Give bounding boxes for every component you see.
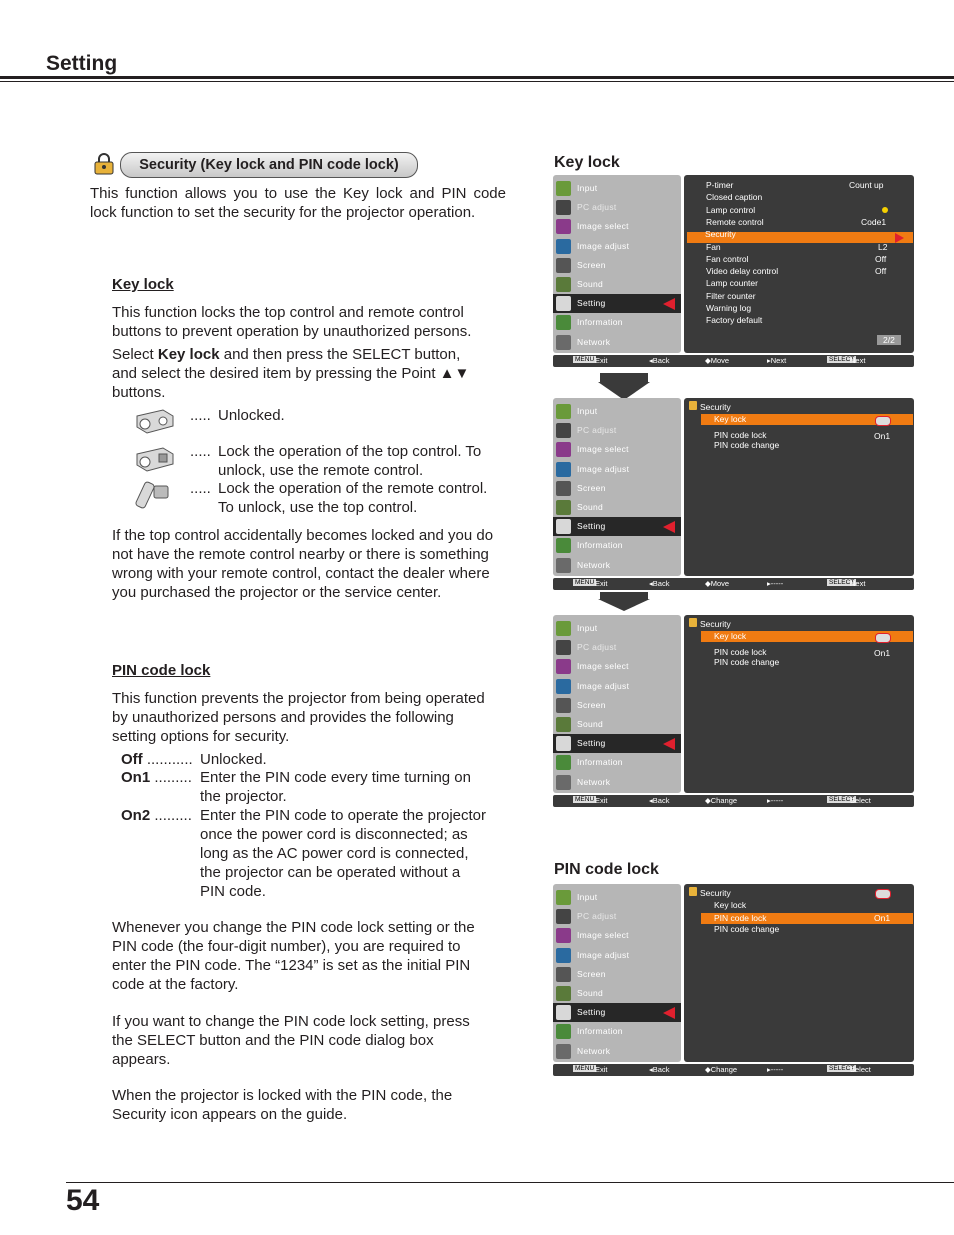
menu-item-image-select [553,217,681,236]
status-item-1: ◂Back [649,796,670,805]
status-item-2: ◆Change [705,1065,738,1074]
keylock-screens-heading: Key lock [554,154,620,171]
menu-key-tag: MENU [575,796,595,803]
status-item-1: ◂Back [649,579,670,588]
sound-icon [556,500,571,515]
keylock-p2: Select Key lock and then press the SELECT button, and select the desired item by pressing the Point ▲▼ buttons. [112,346,470,401]
menu-item-label: Information [577,757,623,768]
sound-icon [556,986,571,1001]
menu-item-network [553,556,681,575]
menu-item-screen [553,479,681,498]
image-select-icon [556,219,571,234]
information-icon [556,755,571,770]
keylock-row: Key lock [714,631,747,641]
image-select-icon [556,659,571,674]
key-lock-state-icon [875,416,891,426]
projector-unlocked-icon [133,406,177,436]
status-item-3: ▸----- [767,796,784,805]
status-item-4: Select [850,1065,871,1074]
menu-item-sound [553,498,681,517]
screen-icon [556,698,571,713]
keylock-opt3-dots: ..... [190,480,211,497]
menu-item-label: Setting [577,298,606,309]
pinlock-on2-text: Enter the PIN code to operate the projector once the power cord is disconnected; as long as the AC power cord is connected, the projector can be operated without a PIN code. [200,807,487,900]
keylock-row: Key lock [714,900,747,910]
menu-item-input [553,888,681,907]
menu-item-label: Screen [577,699,606,710]
menu-item-label: Image select [577,930,629,941]
status-item-0: Exit [595,1065,608,1074]
menu-screen-security-1 [553,398,914,590]
sound-icon [556,717,571,732]
menu-item-pc-adjust [553,638,681,657]
pc-adjust-icon [556,423,571,438]
setting-icon [556,296,571,311]
security-title: Security [700,619,731,629]
selected-arrow-icon [663,738,675,750]
status-item-0: Exit [595,356,608,365]
section-title: Security (Key lock and PIN code lock) [120,152,418,178]
menu-item-sound [553,715,681,734]
pin-change-row: PIN code change [714,657,780,667]
menu-item-setting [553,734,681,753]
menu-item-label: Image adjust [577,949,630,960]
setting-row-label: Warning log [706,303,752,313]
menu-item-information [553,753,681,772]
keylock-opt1: Unlocked. [218,407,285,424]
pin-change-row: PIN code change [714,924,780,934]
menu-item-image-adjust [553,677,681,696]
header-rule-thick [0,76,954,79]
lamp-icon [882,207,888,213]
setting-row-label: P-timer [706,180,734,190]
status-item-1: ◂Back [649,1065,670,1074]
network-icon [556,775,571,790]
pinlock-value: On1 [874,431,891,441]
keylock-p1: This function locks the top control and remote control buttons to prevent operation by unauthorized persons. [112,304,472,340]
menu-item-label: Image select [577,221,629,232]
setting-row-value: Off [875,266,887,277]
sound-icon [556,277,571,292]
status-item-4: Next [850,579,866,588]
intro-paragraph: This function allows you to use the Key lock and PIN code lock function to set the security for the projector operation. [90,185,506,221]
remote-locked-icon [134,480,174,510]
menu-item-label: Image adjust [577,463,630,474]
key-lock-state-icon [875,889,891,899]
pc-adjust-icon [556,640,571,655]
menu-item-input [553,179,681,198]
setting-row-label: Fan control [706,253,749,264]
menu-item-image-select [553,657,681,676]
setting-icon [556,1005,571,1020]
setting-row-label: Video delay control [706,266,779,277]
pinlock-off-label: Off ........... [121,751,193,768]
keylock-opt1-dots: ..... [190,407,211,424]
select-key-tag: SELECT [829,356,855,363]
image-adjust-icon [556,239,571,254]
pinlock-on1-text: Enter the PIN code every time turning on the projector. [200,769,471,805]
menu-screen-pin [553,884,914,1076]
menu-item-label: Input [577,406,598,416]
input-icon [556,621,571,636]
menu-key-tag: MENU [575,579,595,586]
menu-item-label: Sound [577,988,604,998]
menu-item-screen [553,965,681,984]
pin-change-row: PIN code change [714,440,780,450]
pinlock-p1: This function prevents the projector from being operated by unauthorized persons and provides the following setting options for security. [112,690,485,745]
pc-adjust-icon [556,200,571,215]
menu-item-label: Information [577,540,623,551]
status-item-3: ▸----- [767,1065,784,1074]
pinlock-value: On1 [874,913,891,923]
menu-item-label: Network [577,336,611,347]
pinlock-off-text: Unlocked. [200,751,267,768]
pinlock-p3: If you want to change the PIN code lock setting, press the SELECT button and the PIN code dialog box appears. [112,1013,470,1068]
setting-row-value: Code1 [861,216,887,227]
pinlock-p2: Whenever you change the PIN code lock setting or the PIN code (the four-digit number), you are required to enter the PIN code. The “1234” is set as the initial PIN code at the factory. [112,919,475,993]
pinlock-p4: When the projector is locked with the PIN code, the Security icon appears on the guide. [112,1087,453,1123]
page-section-title: Setting [46,52,118,75]
menu-item-label: Input [577,623,598,633]
menu-item-sound [553,984,681,1003]
setting-row-label: Fan [706,241,721,252]
menu-item-sound [553,275,681,294]
menu-item-label: Image select [577,661,629,672]
security-lock-icon [689,887,697,896]
keylock-opt2-dots: ..... [190,443,211,460]
page-indicator: 2/2 [877,335,901,345]
security-lock-icon [689,401,697,410]
keylock-opt3: Lock the operation of the remote control. To unlock, use the top control. [218,480,488,516]
menu-item-image-adjust [553,460,681,479]
status-item-3: ▸Next [767,356,787,365]
network-icon [556,1044,571,1059]
menu-item-information [553,1022,681,1041]
security-title: Security [700,402,731,412]
lock-icon [94,153,114,175]
setting-row-value: Off [875,253,887,264]
pin-screens-heading: PIN code lock [554,861,659,878]
keylock-heading: Key lock [112,276,174,293]
menu-item-setting [553,1003,681,1022]
setting-row-label: Lamp control [706,204,756,215]
menu-item-label: Image adjust [577,240,630,251]
menu-item-label: Screen [577,259,606,270]
menu-item-image-adjust [553,237,681,256]
image-select-icon [556,928,571,943]
menu-item-label: Information [577,317,623,328]
status-item-2: ◆Change [705,796,738,805]
keylock-row: Key lock [714,414,747,424]
menu-item-image-select [553,926,681,945]
security-lock-icon [689,618,697,627]
input-icon [556,181,571,196]
image-adjust-icon [556,948,571,963]
image-adjust-icon [556,462,571,477]
information-icon [556,315,571,330]
menu-item-label: PC adjust [577,425,617,436]
pc-adjust-icon [556,909,571,924]
security-title: Security [700,888,731,898]
main-menu-panel [553,175,681,353]
menu-item-label: Screen [577,968,606,979]
information-icon [556,1024,571,1039]
setting-row-label: Closed caption [706,192,763,203]
status-item-0: Exit [595,579,608,588]
menu-item-network [553,773,681,792]
menu-item-network [553,333,681,352]
screen-icon [556,967,571,982]
status-item-4: Next [850,356,866,365]
menu-item-information [553,536,681,555]
menu-item-input [553,402,681,421]
menu-item-setting [553,294,681,313]
pinlock-on1-label: On1 ......... [121,769,192,786]
setting-row-value: Count up [849,180,884,190]
selected-arrow-icon [663,521,675,533]
menu-item-screen [553,256,681,275]
menu-item-information [553,313,681,332]
pinlock-row: PIN code lock [714,647,767,657]
page-number: 54 [66,1184,100,1217]
pinlock-heading: PIN code lock [112,662,211,679]
menu-item-label: Screen [577,482,606,493]
setting-icon [556,519,571,534]
input-icon [556,404,571,419]
menu-item-label: Image select [577,444,629,455]
screen-icon [556,481,571,496]
network-icon [556,558,571,573]
menu-screen-setting [553,175,914,367]
select-key-tag: SELECT [829,579,855,586]
menu-item-label: Sound [577,502,604,512]
selected-arrow-icon [663,298,675,310]
status-bar [553,355,914,367]
menu-item-label: PC adjust [577,911,617,922]
menu-item-setting [553,517,681,536]
setting-row-label: Lamp counter [706,278,758,289]
header-rule-thin [0,81,954,82]
menu-item-label: Setting [577,1007,606,1018]
menu-item-label: Image adjust [577,680,630,691]
status-item-2: ◆Move [705,356,730,365]
security-arrow-icon [895,233,904,243]
keylock-opt2: Lock the operation of the top control. To unlock, use the remote control. [218,443,482,479]
pinlock-row: PIN code lock [714,430,767,440]
information-icon [556,538,571,553]
setting-row-label: Filter counter [706,290,756,301]
menu-item-label: Setting [577,738,606,749]
menu-item-label: Information [577,1026,623,1037]
menu-item-label: PC adjust [577,642,617,653]
screen-icon [556,258,571,273]
menu-key-tag: MENU [575,356,595,363]
menu-item-label: PC adjust [577,202,617,213]
image-select-icon [556,442,571,457]
menu-item-label: Sound [577,719,604,729]
menu-item-network [553,1042,681,1061]
pinlock-row: PIN code lock [714,913,767,923]
flow-arrow-2 [598,599,650,611]
status-item-4: Select [850,796,871,805]
menu-screen-security-2 [553,615,914,807]
menu-item-image-select [553,440,681,459]
footer-rule [66,1182,954,1183]
status-item-2: ◆Move [705,579,730,588]
menu-item-pc-adjust [553,907,681,926]
menu-key-tag: MENU [575,1065,595,1072]
pinlock-value: On1 [874,648,891,658]
setting-row-label: Security [705,229,736,240]
key-lock-state-icon [875,633,891,643]
menu-item-label: Network [577,1045,611,1056]
menu-item-label: Setting [577,521,606,532]
status-item-1: ◂Back [649,356,670,365]
keylock-p3: If the top control accidentally becomes locked and you do not have the remote control nearby or there is something wrong with your remote control, contact the dealer where you purchased the projector or the service center. [112,527,494,601]
menu-item-label: Network [577,776,611,787]
status-item-3: ▸----- [767,579,784,588]
menu-item-image-adjust [553,946,681,965]
select-key-tag: SELECT [829,1065,855,1072]
menu-item-pc-adjust [553,421,681,440]
status-item-0: Exit [595,796,608,805]
setting-row-label: Remote control [706,216,764,227]
setting-row-value: L2 [878,241,888,252]
image-adjust-icon [556,679,571,694]
select-key-tag: SELECT [829,796,855,803]
network-icon [556,335,571,350]
projector-locked-icon [133,444,177,474]
setting-icon [556,736,571,751]
menu-item-label: Sound [577,279,604,289]
menu-item-label: Input [577,892,598,902]
menu-item-label: Network [577,559,611,570]
menu-item-screen [553,696,681,715]
setting-row-label: Factory default [706,315,763,326]
pinlock-on2-label: On2 ......... [121,807,192,824]
menu-item-pc-adjust [553,198,681,217]
selected-arrow-icon [663,1007,675,1019]
menu-item-input [553,619,681,638]
input-icon [556,890,571,905]
menu-item-label: Input [577,183,598,193]
